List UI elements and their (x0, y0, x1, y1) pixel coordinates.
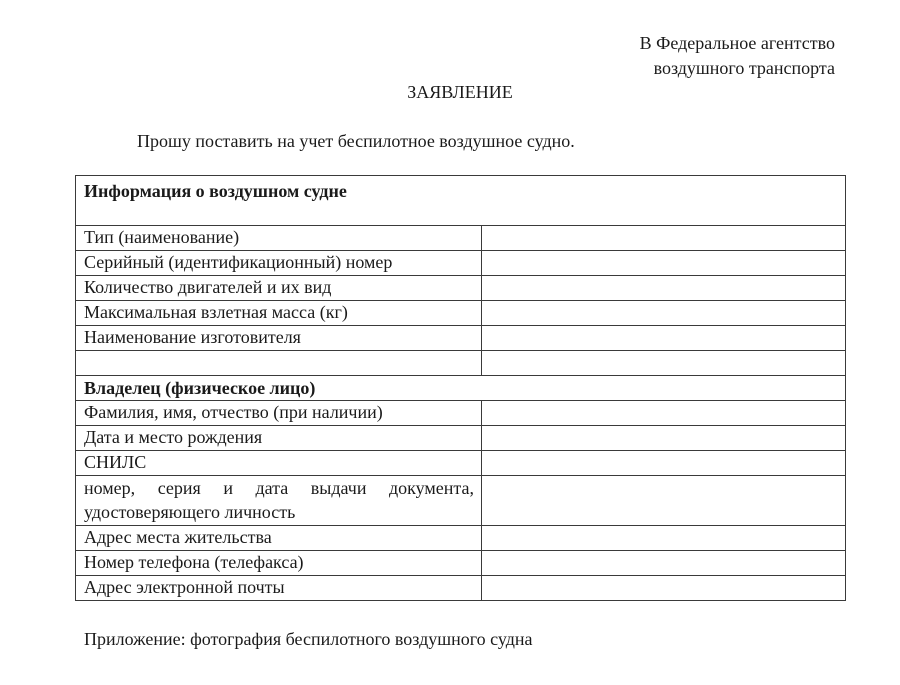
row-value-max-takeoff-mass[interactable] (482, 301, 846, 326)
owner-section-heading: Владелец (физическое лицо) (76, 376, 846, 401)
row-label-type: Тип (наименование) (76, 226, 482, 251)
row-label-id-document: номер, серия и дата выдачи документа, удостоверяющего личность (76, 476, 482, 526)
row-value-phone[interactable] (482, 551, 846, 576)
addressee-block (640, 31, 835, 81)
table-row (76, 576, 846, 601)
row-value-full-name[interactable] (482, 401, 846, 426)
table-row (76, 401, 846, 426)
table-row (76, 526, 846, 551)
row-label-address: Адрес места жительства (76, 526, 482, 551)
row-label-serial-number: Серийный (идентификационный) номер (76, 251, 482, 276)
row-value-manufacturer[interactable] (482, 326, 846, 351)
aircraft-section-header (76, 176, 846, 226)
request-text: Прошу поставить на учет беспилотное воздушное судно. (137, 131, 575, 151)
row-label-phone: Номер телефона (телефакса) (76, 551, 482, 576)
registration-table (75, 175, 846, 601)
row-label-max-takeoff-mass: Максимальная взлетная масса (кг) (76, 301, 482, 326)
row-label-engines: Количество двигателей и их вид (76, 276, 482, 301)
table-row (76, 276, 846, 301)
row-value-snils[interactable] (482, 451, 846, 476)
row-value-type[interactable] (482, 226, 846, 251)
addressee-line-1: В Федеральное агентство (639, 33, 835, 53)
owner-section-header (76, 376, 846, 401)
table-row (76, 451, 846, 476)
row-value-id-document[interactable] (482, 476, 846, 526)
table-row (76, 301, 846, 326)
table-row (76, 426, 846, 451)
table-row (76, 326, 846, 351)
aircraft-section-heading: Информация о воздушном судне (76, 176, 846, 226)
document-title: ЗАЯВЛЕНИЕ (407, 82, 513, 102)
table-row (76, 476, 846, 526)
row-label-birth: Дата и место рождения (76, 426, 482, 451)
table-row (76, 251, 846, 276)
table-row (76, 351, 846, 376)
table-row (76, 551, 846, 576)
row-label-manufacturer: Наименование изготовителя (76, 326, 482, 351)
row-label-full-name: Фамилия, имя, отчество (при наличии) (76, 401, 482, 426)
row-label-snils: СНИЛС (76, 451, 482, 476)
row-value-engines[interactable] (482, 276, 846, 301)
row-value-empty[interactable] (482, 351, 846, 376)
row-label-email: Адрес электронной почты (76, 576, 482, 601)
row-value-birth[interactable] (482, 426, 846, 451)
row-value-serial-number[interactable] (482, 251, 846, 276)
row-value-email[interactable] (482, 576, 846, 601)
appendix-text: Приложение: фотография беспилотного воздушного судна (84, 629, 533, 649)
addressee-line-2: воздушного транспорта (653, 58, 835, 78)
table-row (76, 226, 846, 251)
row-label-empty (76, 351, 482, 376)
row-value-address[interactable] (482, 526, 846, 551)
